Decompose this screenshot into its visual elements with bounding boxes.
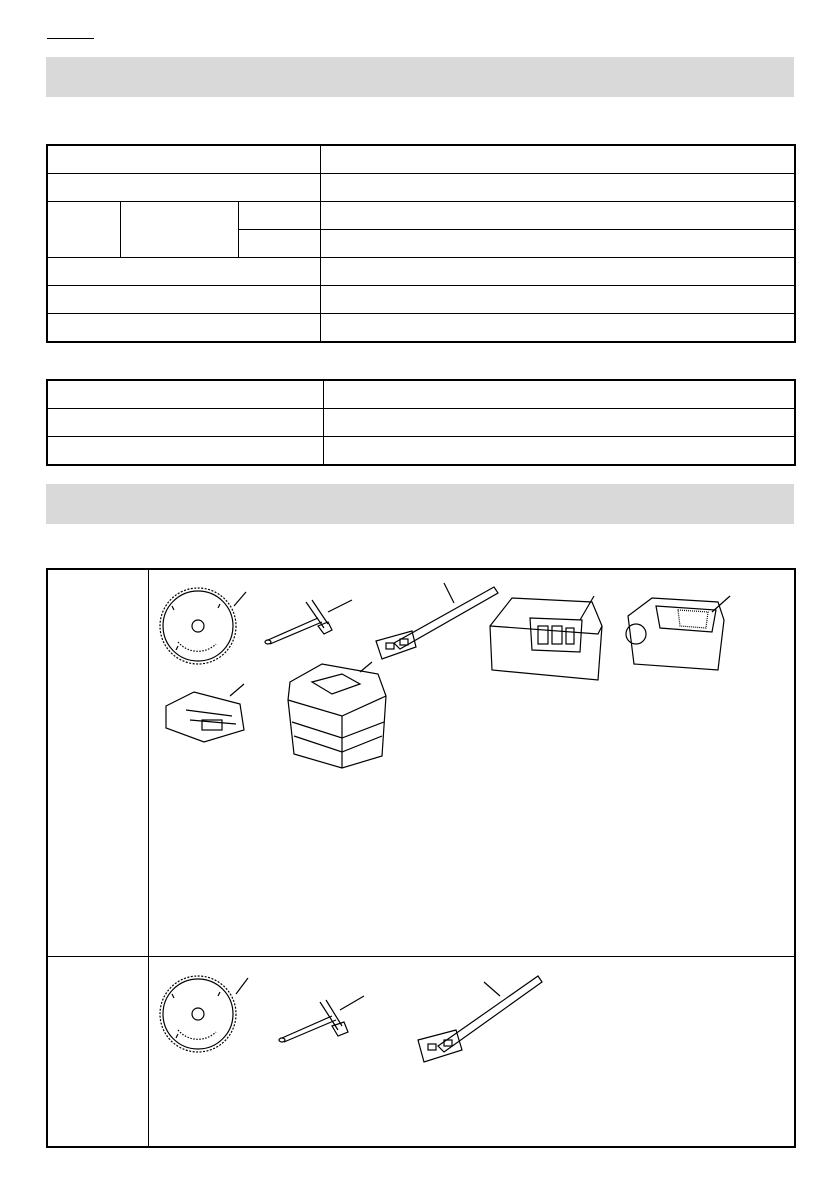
spec-value-cell xyxy=(323,409,795,437)
spec-sublabel-cell xyxy=(120,202,238,258)
table-row xyxy=(47,437,795,466)
spec-label-cell xyxy=(47,380,323,409)
spec-label-cell xyxy=(47,145,320,174)
carrying-case-icon xyxy=(282,660,397,770)
section-band-accessories xyxy=(46,484,794,524)
table-row xyxy=(47,286,795,314)
spec-value-cell xyxy=(320,258,795,286)
section-band-specifications xyxy=(46,57,794,97)
table-row xyxy=(47,380,795,409)
box-wrench-icon xyxy=(262,596,357,646)
spec-value-cell xyxy=(320,174,795,202)
spec-value-cell xyxy=(320,314,795,343)
table-row xyxy=(47,202,795,230)
spec-label-cell xyxy=(47,286,320,314)
guide-fence-icon xyxy=(414,970,546,1070)
spec-value-cell xyxy=(320,145,795,174)
box-wrench-icon xyxy=(276,992,371,1052)
spec-value-cell xyxy=(320,202,795,230)
spec-label-cell xyxy=(47,314,320,343)
spec-label-cell xyxy=(47,409,323,437)
supplement-table xyxy=(46,379,796,466)
spec-value-cell xyxy=(320,230,795,258)
spec-value-cell xyxy=(323,380,795,409)
saw-blade-icon xyxy=(156,584,246,674)
table-row xyxy=(47,258,795,286)
accessories-row-divider xyxy=(48,956,794,957)
spec-subitem-cell xyxy=(238,230,320,258)
accessories-column-divider xyxy=(148,570,149,1146)
spec-label-cell xyxy=(47,174,320,202)
dust-guide-icon xyxy=(162,680,257,745)
table-row xyxy=(47,145,795,174)
battery-icon xyxy=(618,590,738,680)
spec-label-cell xyxy=(47,258,320,286)
charger-icon xyxy=(482,590,612,685)
spec-value-cell xyxy=(320,286,795,314)
table-row xyxy=(47,174,795,202)
spec-label-cell xyxy=(47,437,323,466)
saw-blade-icon xyxy=(156,972,246,1062)
header-rule xyxy=(47,38,94,39)
spec-subitem-cell xyxy=(238,202,320,230)
spec-value-cell xyxy=(323,437,795,466)
specifications-table xyxy=(46,144,796,343)
spec-label-cell xyxy=(47,202,120,258)
table-row xyxy=(47,409,795,437)
table-row xyxy=(47,314,795,343)
